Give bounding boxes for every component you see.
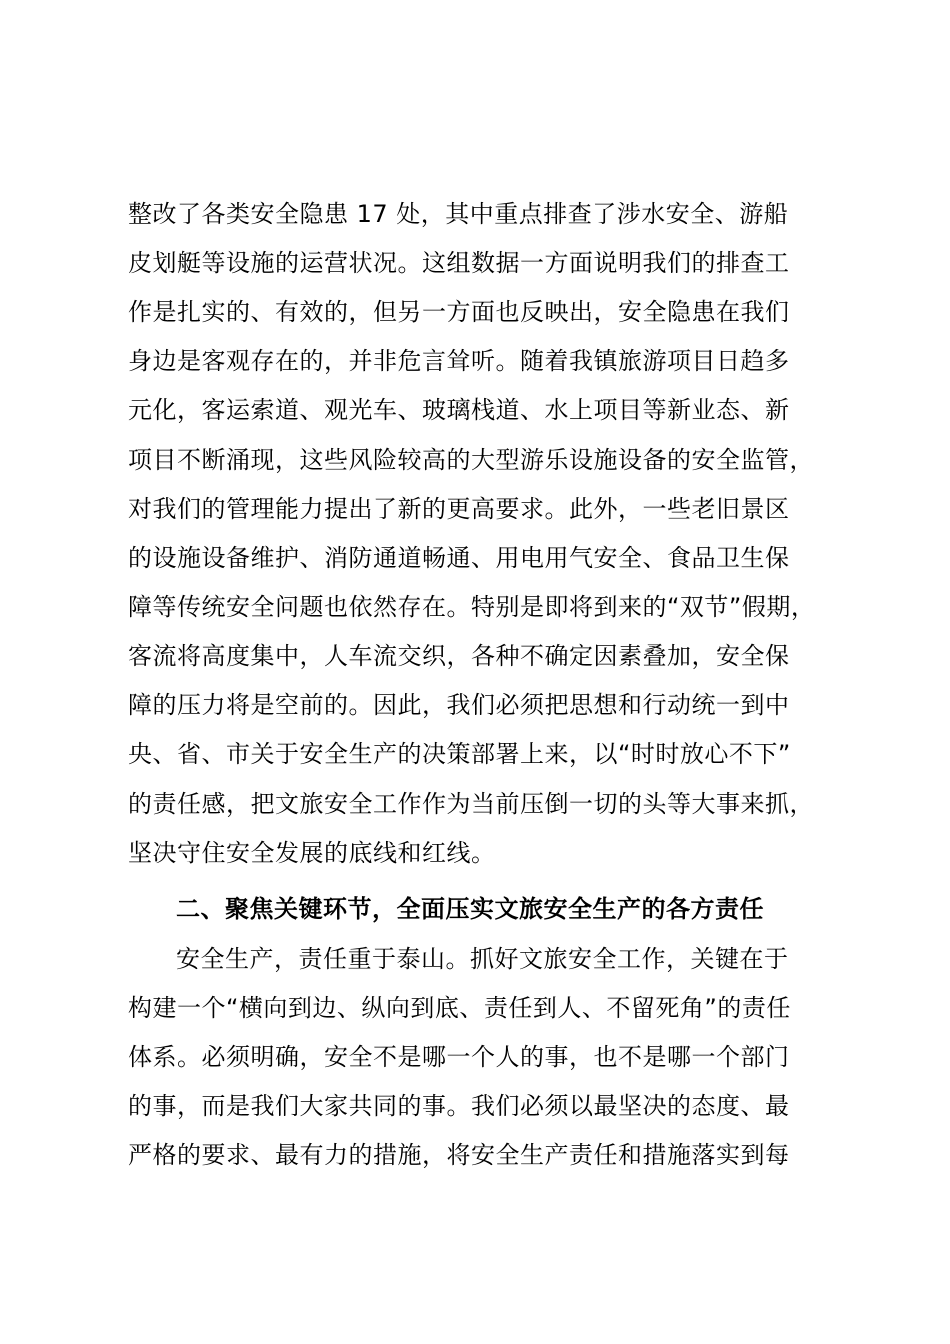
body-line: 的责任感，把文旅安全工作作为当前压倒一切的头等大事来抓，	[128, 790, 814, 818]
section-line: 体系。必须明确，安全不是哪一个人的事，也不是哪一个部门	[128, 1043, 790, 1071]
body-line: 身边是客观存在的，并非危言耸听。随着我镇旅游项目日趋多	[128, 347, 790, 375]
body-line: 整改了各类安全隐患 17 处，其中重点排查了涉水安全、游船	[128, 200, 789, 228]
body-line: 作是扎实的、有效的，但另一方面也反映出，安全隐患在我们	[128, 298, 790, 326]
body-line: 客流将高度集中，人车流交织，各种不确定因素叠加，安全保	[128, 642, 790, 670]
body-line: 障的压力将是空前的。因此，我们必须把思想和行动统一到中	[128, 691, 790, 719]
body-line: 皮划艇等设施的运营状况。这组数据一方面说明我们的排查工	[128, 249, 790, 277]
body-line: 项目不断涌现，这些风险较高的大型游乐设施设备的安全监管，	[128, 446, 814, 474]
body-line: 坚决守住安全发展的底线和红线。	[128, 839, 496, 867]
section-line: 的事，而是我们大家共同的事。我们必须以最坚决的态度、最	[128, 1092, 790, 1120]
body-line: 的设施设备维护、消防通道畅通、用电用气安全、食品卫生保	[128, 544, 790, 572]
section-line: 安全生产，责任重于泰山。抓好文旅安全工作，关键在于	[176, 945, 789, 973]
body-line: 障等传统安全问题也依然存在。特别是即将到来的“双节”假期，	[128, 593, 816, 621]
body-line: 元化，客运索道、观光车、玻璃栈道、水上项目等新业态、新	[128, 396, 790, 424]
body-line: 央、省、市关于安全生产的决策部署上来，以“时时放心不下”	[128, 740, 791, 768]
section-line: 构建一个“横向到边、纵向到底、责任到人、不留死角”的责任	[128, 994, 791, 1022]
section-line: 严格的要求、最有力的措施，将安全生产责任和措施落实到每	[128, 1141, 790, 1169]
body-line: 对我们的管理能力提出了新的更高要求。此外，一些老旧景区	[128, 495, 790, 523]
section-heading: 二、聚焦关键环节，全面压实文旅安全生产的各方责任	[176, 895, 764, 923]
